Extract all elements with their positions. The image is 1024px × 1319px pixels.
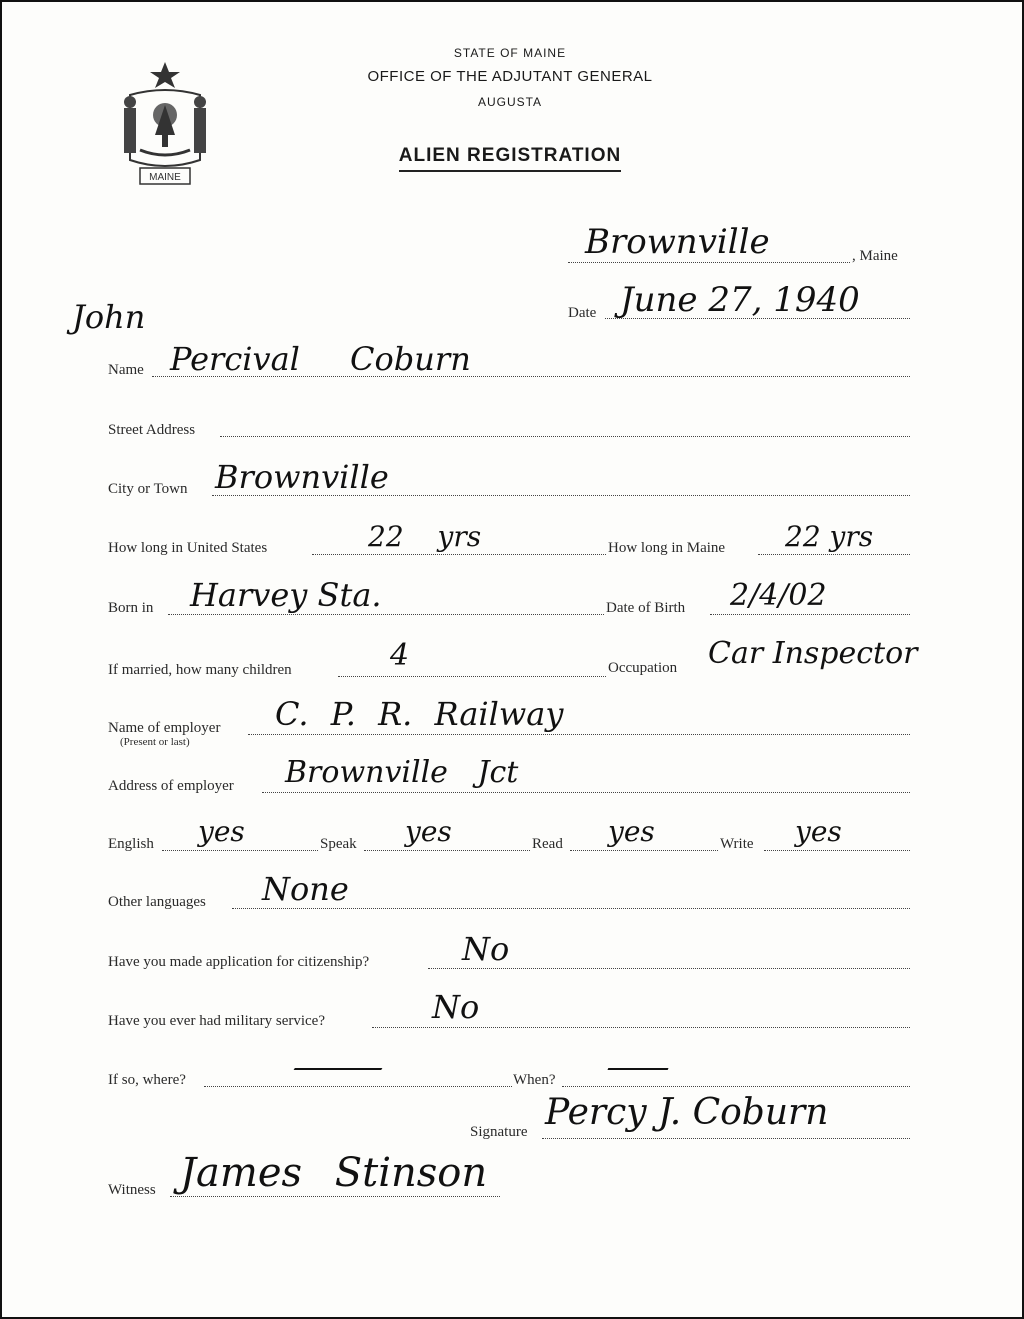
citizenship-value: No: [462, 930, 510, 968]
us-time-line: [312, 554, 606, 555]
city-label: City or Town: [108, 481, 188, 497]
dob-label: Date of Birth: [606, 600, 686, 616]
city-heading: AUGUSTA: [477, 95, 543, 109]
when-value: —: [605, 1050, 671, 1085]
maine-time-value: 22 yrs: [785, 520, 874, 553]
witness-value: James Stinson: [180, 1150, 488, 1196]
witness-label: Witness: [108, 1182, 156, 1198]
dob-value: 2/4/02: [730, 578, 827, 613]
read-label: Read: [532, 836, 563, 852]
english-value: yes: [198, 815, 245, 848]
read-line: [570, 850, 718, 851]
employer-address-line: [262, 792, 910, 793]
employer-sublabel: (Present or last): [120, 736, 190, 748]
read-value: yes: [608, 815, 655, 848]
place-line: [568, 262, 850, 263]
date-value: June 27, 1940: [620, 280, 860, 320]
other-languages-value: None: [262, 870, 349, 908]
born-value: Harvey Sta.: [190, 576, 382, 614]
born-label: Born in: [108, 600, 154, 616]
us-time-value: 22 yrs: [368, 520, 482, 553]
employer-label: Name of employer: [108, 720, 221, 736]
date-label: Date: [568, 305, 597, 321]
when-line: [562, 1086, 910, 1087]
when-label: When?: [513, 1072, 556, 1088]
speak-line: [364, 850, 530, 851]
name-line: [152, 376, 910, 377]
children-line: [338, 676, 606, 677]
employer-address-label: Address of employer: [108, 778, 234, 794]
military-value: No: [432, 988, 480, 1026]
military-line: [372, 1027, 910, 1028]
name-insert: John: [72, 298, 146, 336]
signature-label: Signature: [470, 1124, 528, 1140]
city-line: [212, 495, 910, 496]
maine-time-line: [758, 554, 910, 555]
write-label: Write: [720, 836, 754, 852]
street-label: Street Address: [108, 422, 196, 438]
us-time-label: How long in United States: [108, 540, 268, 556]
children-label: If married, how many children: [108, 662, 292, 678]
other-languages-label: Other languages: [108, 894, 206, 910]
employer-line: [248, 734, 910, 735]
office-heading: OFFICE OF THE ADJUTANT GENERAL: [367, 68, 653, 85]
citizenship-line: [428, 968, 910, 969]
born-line: [168, 614, 604, 615]
children-value: 4: [390, 638, 410, 673]
signature-value: Percy J. Coburn: [545, 1092, 829, 1133]
city-value: Brownville: [215, 458, 389, 496]
where-label: If so, where?: [108, 1072, 186, 1088]
signature-line: [542, 1138, 910, 1139]
form-title: ALIEN REGISTRATION: [300, 145, 720, 167]
other-languages-line: [232, 908, 910, 909]
dob-line: [710, 614, 910, 615]
citizenship-label: Have you made application for citizenship?: [108, 954, 370, 970]
street-line: [220, 436, 910, 437]
english-label: English: [108, 836, 154, 852]
seal-text: MAINE: [149, 172, 181, 183]
name-label: Name: [108, 362, 144, 378]
occupation-value: Car Inspector: [708, 636, 918, 671]
state-heading: STATE OF MAINE: [453, 46, 567, 60]
where-line: [204, 1086, 512, 1087]
write-value: yes: [795, 815, 842, 848]
write-line: [764, 850, 910, 851]
english-line: [162, 850, 318, 851]
employer-value: C. P. R. Railway: [275, 695, 564, 733]
maine-time-label: How long in Maine: [608, 540, 726, 556]
speak-value: yes: [405, 815, 452, 848]
maine-state-seal: [110, 60, 220, 190]
employer-address-value: Brownville Jct: [285, 755, 519, 790]
where-value: —: [290, 1050, 386, 1085]
name-value: Percival Coburn: [170, 340, 471, 378]
place-suffix: , Maine: [852, 248, 898, 264]
date-line: [605, 318, 910, 319]
military-label: Have you ever had military service?: [108, 1013, 325, 1029]
place-value: Brownville: [585, 222, 770, 262]
witness-line: [170, 1196, 500, 1197]
occupation-label: Occupation: [608, 660, 678, 676]
speak-label: Speak: [320, 836, 357, 852]
